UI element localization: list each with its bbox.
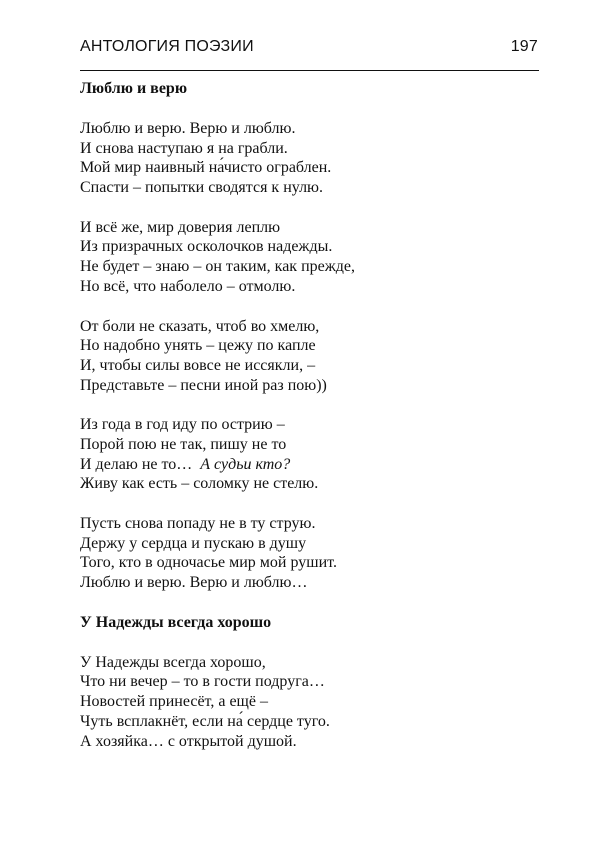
verse-line: Что ни вечер – то в гости подруга… bbox=[80, 673, 325, 691]
poem-title: Люблю и верю bbox=[80, 80, 188, 97]
page-number: 197 bbox=[510, 38, 538, 55]
verse-line: Пусть снова попаду не в ту струю. bbox=[80, 515, 316, 532]
verse-line: Держу у сердца и пускаю в душу bbox=[80, 534, 307, 552]
verse-line bbox=[80, 455, 540, 475]
verse-line: Но надобно унять – цежу по капле bbox=[80, 337, 316, 355]
verse-line: Того, кто в одночасье мир мой рушит. bbox=[80, 554, 337, 572]
verse-line: Но всё, что наболело – отмолю. bbox=[80, 277, 296, 295]
stanza bbox=[80, 317, 540, 396]
verse-line: Новостей принесёт, а ещё – bbox=[80, 693, 268, 711]
verse-line: И, чтобы силы вовсе не иссякли, – bbox=[80, 356, 316, 374]
running-title: АНТОЛОГИЯ ПОЭЗИИ bbox=[80, 38, 254, 55]
verse-line: Спасти – попытки сводятся к нулю. bbox=[80, 179, 323, 197]
stanza bbox=[80, 415, 540, 494]
verse-line: Из призрачных осколочков надежды. bbox=[80, 238, 333, 256]
verse-line: Люблю и верю. Верю и люблю… bbox=[80, 574, 308, 592]
stanza bbox=[80, 653, 540, 751]
verse-line: И всё же, мир доверия леплю bbox=[80, 218, 281, 236]
verse-line: А хозяйка… с открытой душой. bbox=[80, 732, 297, 750]
verse-line: Не будет – знаю – он таким, как прежде, bbox=[80, 258, 356, 276]
verse-line: Представьте – песни иной раз пою)) bbox=[80, 376, 327, 394]
verse-line: Порой пою не так, пишу не то bbox=[80, 435, 287, 453]
stanza bbox=[80, 119, 540, 198]
verse-line: Чуть всплакнёт, если на́ сердце туго. bbox=[80, 712, 330, 730]
stanza bbox=[80, 218, 540, 297]
stanza bbox=[80, 514, 540, 593]
verse-line: Мой мир наивный на́чисто ограблен. bbox=[80, 159, 332, 177]
page-content bbox=[80, 79, 540, 771]
verse-line: От боли не сказать, чтоб во хмелю, bbox=[80, 317, 320, 335]
verse-line: И снова наступаю я на грабли. bbox=[80, 139, 288, 157]
verse-line: У Надежды всегда хорошо, bbox=[80, 653, 266, 671]
header-divider bbox=[80, 70, 539, 71]
poem-title: У Надежды всегда хорошо bbox=[80, 613, 272, 631]
verse-line: Живу как есть – соломку не стелю. bbox=[80, 475, 319, 493]
verse-line: Из года в год иду по острию – bbox=[80, 416, 285, 434]
italic-aside: А судьи кто? bbox=[200, 455, 291, 473]
verse-line-text: И делаю не то… bbox=[80, 455, 193, 473]
verse-line: Люблю и верю. Верю и люблю. bbox=[80, 120, 296, 137]
running-header bbox=[80, 35, 540, 59]
